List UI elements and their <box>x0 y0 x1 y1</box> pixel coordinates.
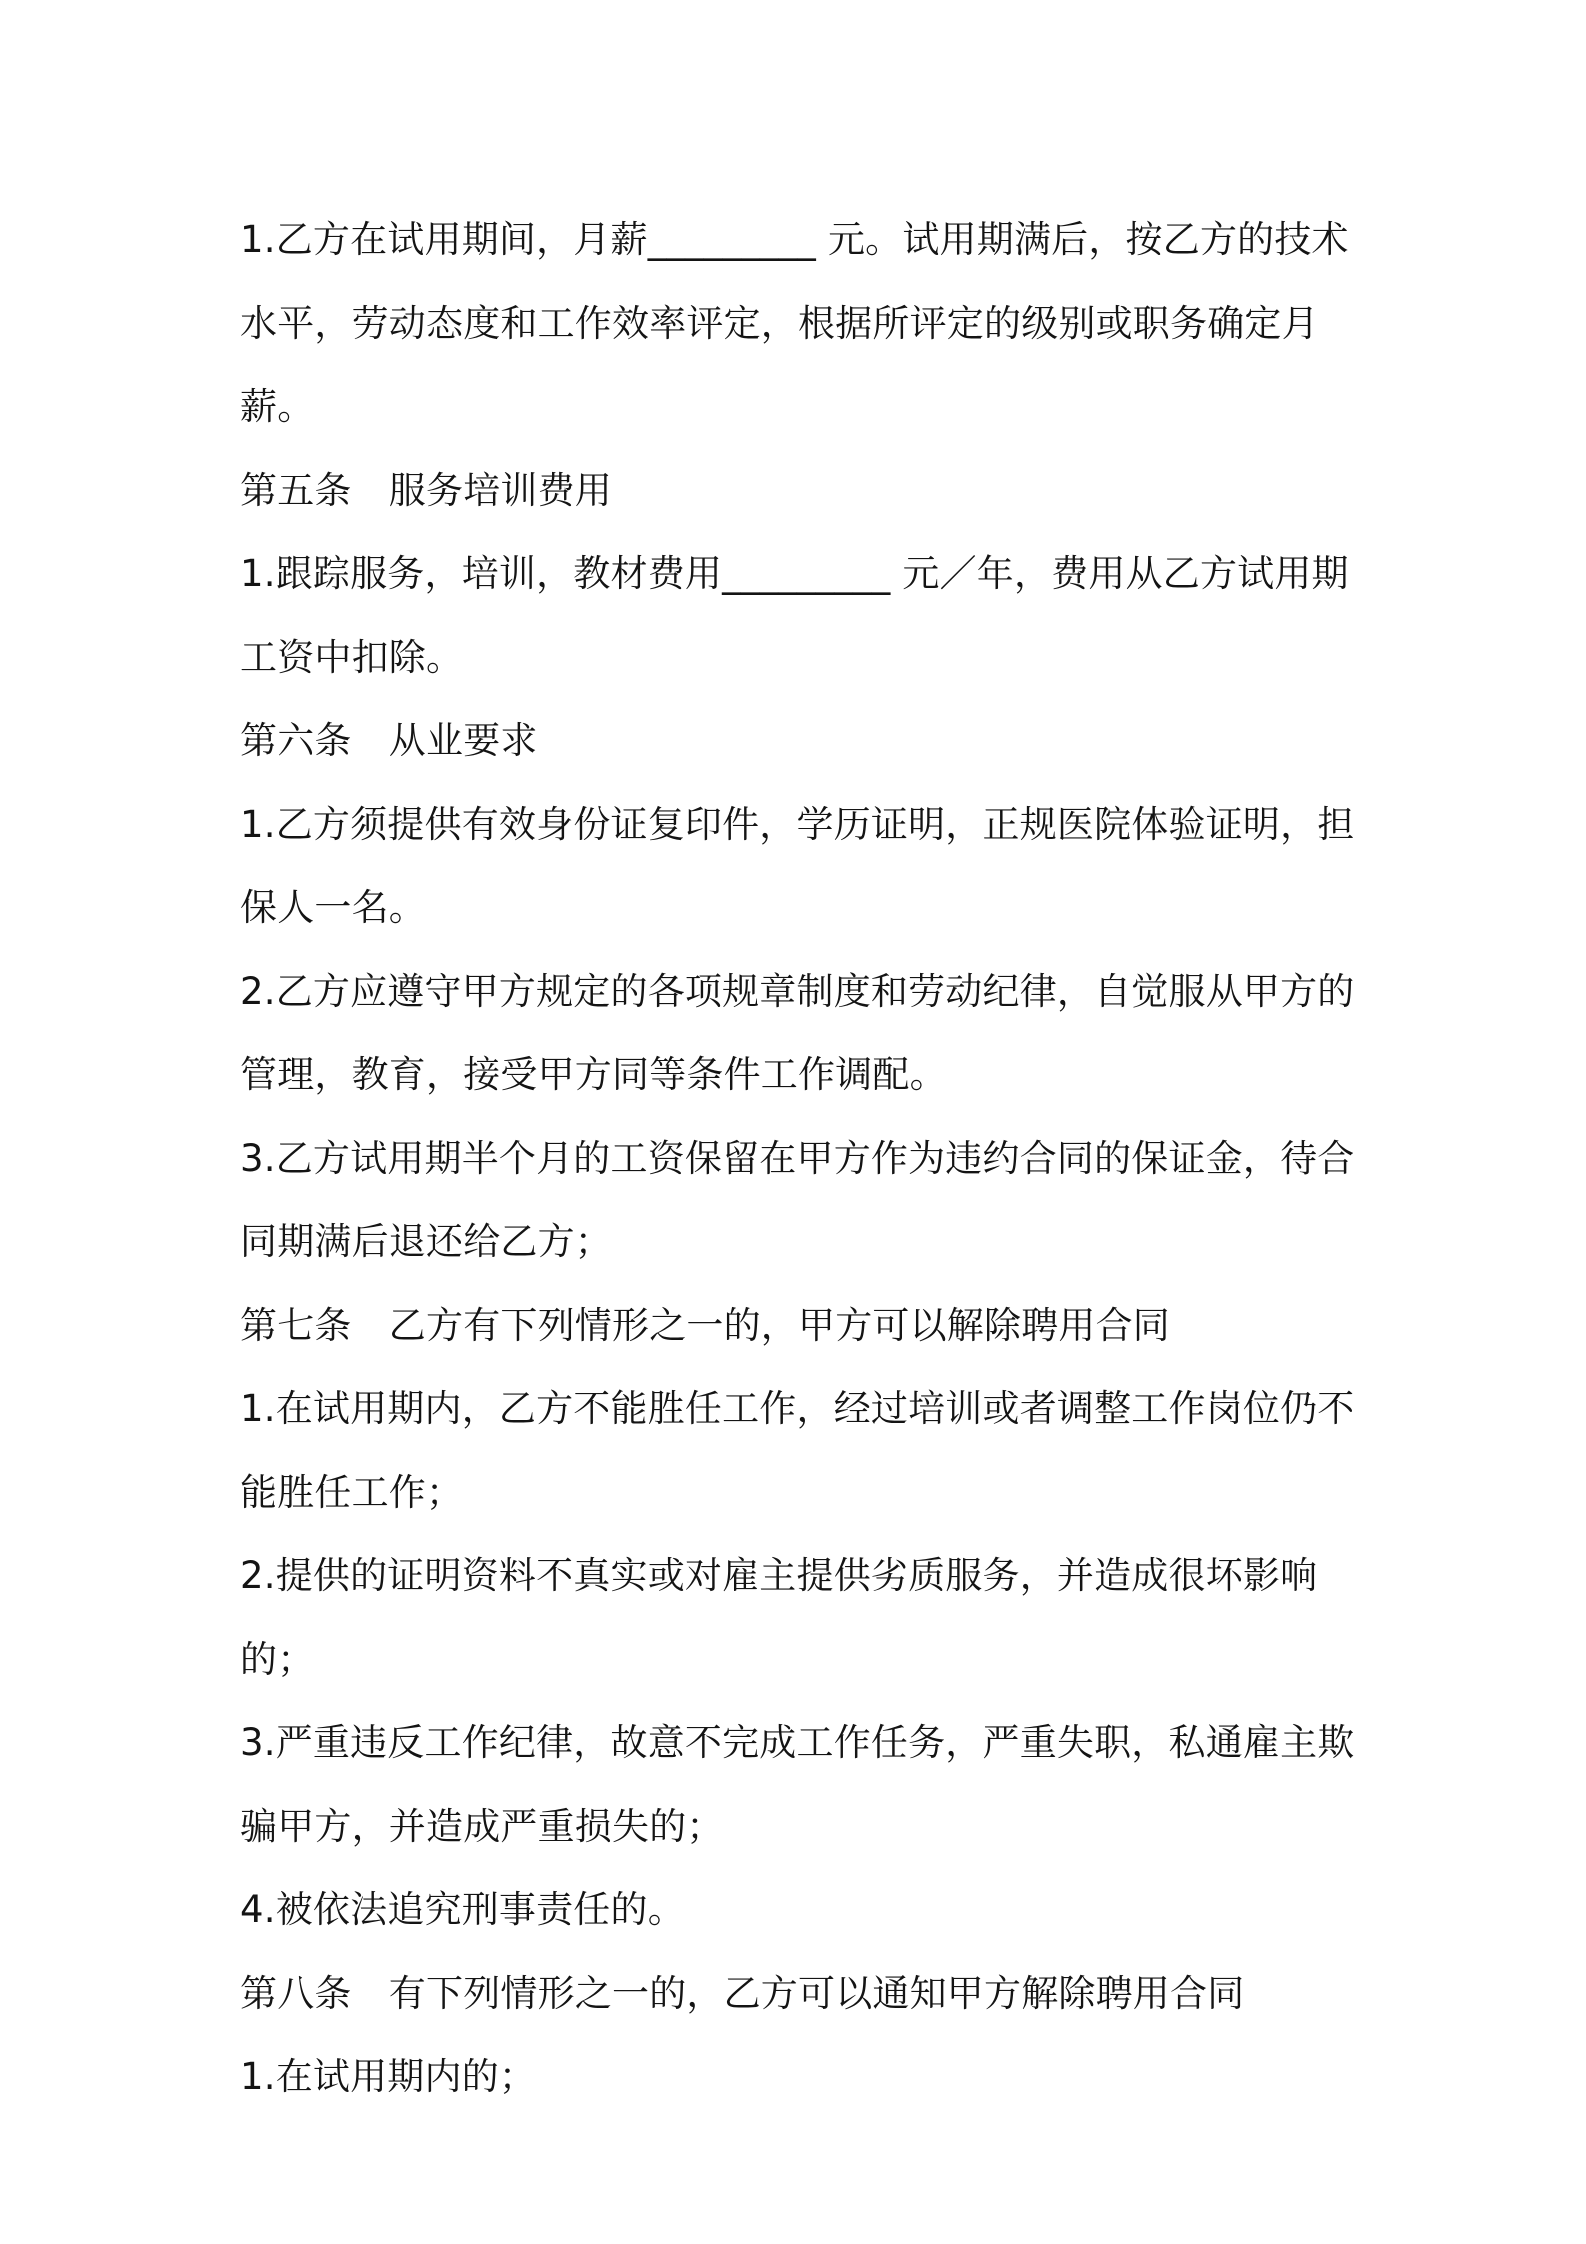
clause-6-item-2-rules: 2.乙方应遵守甲方规定的各项规章制度和劳动纪律，自觉服从甲方的管理，教育，接受甲方同等条件工作调配。 <box>240 969 1355 1096</box>
clause-7-item-3-violation: 3.严重违反工作纪律，故意不完成工作任务，严重失职，私通雇主欺骗甲方，并造成严重损失的； <box>240 1721 1355 1848</box>
clause-7-item-1-incompetence: 1.在试用期内，乙方不能胜任工作，经过培训或者调整工作岗位仍不能胜任工作； <box>240 1387 1355 1514</box>
clause-4-item-1-salary: 1.乙方在试用期间，月薪_________ 元。试用期满后，按乙方的技术水平，劳动态度和工作效率评定，根据所评定的级别或职务确定月薪。 <box>240 218 1349 428</box>
clause-6-item-1-documents: 1.乙方须提供有效身份证复印件，学历证明，正规医院体验证明，担保人一名。 <box>240 802 1355 929</box>
article-5-heading: 第五条 服务培训费用 <box>240 468 612 512</box>
clause-6-item-3-deposit: 3.乙方试用期半个月的工资保留在甲方作为违约合同的保证金，待合同期满后退还给乙方； <box>240 1136 1355 1263</box>
clause-5-item-1-fees: 1.跟踪服务，培训，教材费用_________ 元／年，费用从乙方试用期工资中扣除。 <box>240 552 1349 679</box>
document-body <box>240 198 1380 2119</box>
clause-7-item-4-criminal: 4.被依法追究刑事责任的。 <box>240 1888 685 1931</box>
article-6-heading: 第六条 从业要求 <box>240 719 538 762</box>
clause-8-item-1-probation: 1.在试用期内的； <box>240 2055 537 2098</box>
article-7-heading: 第七条 乙方有下列情形之一的，甲方可以解除聘用合同 <box>240 1303 1170 1347</box>
clause-7-item-2-false-info: 2.提供的证明资料不真实或对雇主提供劣质服务，并造成很坏影响的； <box>240 1554 1318 1681</box>
article-8-heading: 第八条 有下列情形之一的，乙方可以通知甲方解除聘用合同 <box>240 1971 1245 2015</box>
